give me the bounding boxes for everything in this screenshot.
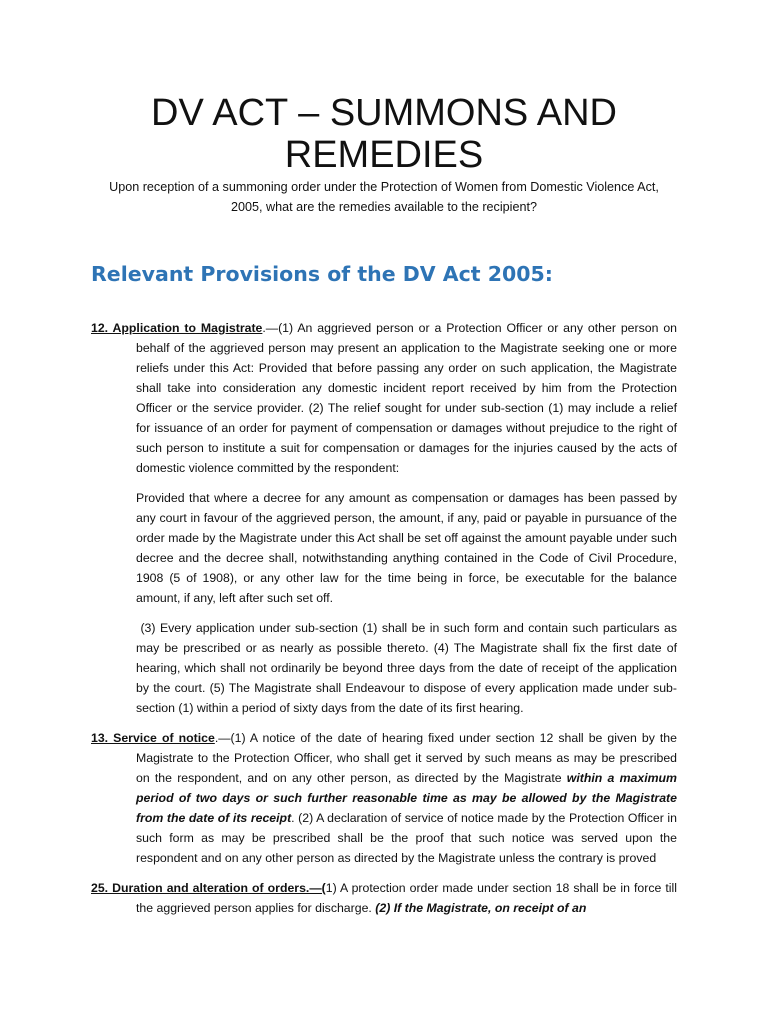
title-line-2: REMEDIES [284,134,484,176]
section-12-heading: 12. Application to Magistrate [91,321,263,335]
section-25-text-a: 1) A protection order made under section 18 shall be in force till the aggrieved person applies for discharge. [136,881,678,915]
section-13-emphasis: within a maximum period of two days or such further reasonable time as may be allowed by the Magistrate from the date of its receipt [136,771,677,825]
section-25-heading: 25. Duration and alteration of orders.—( [91,881,326,895]
section-13-text-a: .—(1) A notice of the date of hearing fixed under section 12 shall be given by the Magistrate to the Protection Officer, who shall get it served by such means as may be prescribed on the respondent, and on any other person, as directed by the Magistrate [136,731,677,785]
section-12 [91,318,677,718]
section-25-paragraph [91,878,677,918]
section-heading: Relevant Provisions of the DV Act 2005: [91,262,554,286]
section-12-paragraph-1 [91,318,677,478]
section-12-paragraph-2: Provided that where a decree for any amount as compensation or damages has been passed by any court in favour of the aggrieved person, the amount, if any, paid or payable in pursuance of the order made by the Magistrate under this Act shall be set off against the amount payable under such decree and the decree shall, notwithstanding anything contained in the Code of Civil Procedure, 1908 (5 of 1908), or any other law for the time being in force, be executable for the balance amount, if any, left after such set off. [136,491,677,605]
section-13 [91,728,677,868]
document-subtitle: Upon reception of a summoning order under the Protection of Women from Domestic Violence Act, 2005, what are the remedies available to the recipient? [109,180,659,214]
section-25-emphasis: (2) If the Magistrate, on receipt of an [375,901,587,915]
title-line-1: DV ACT – SUMMONS AND [151,92,617,134]
section-13-heading: 13. Service of notice [91,731,215,745]
document-title [0,92,768,176]
section-25 [91,878,677,918]
section-12-text-1: .—(1) An aggrieved person or a Protection Officer or any other person on behalf of the aggrieved person may present an application to the Magistrate seeking one or more reliefs under this Act: Provided that before passing any order on such application, the Magistrate shall take into consideration any domestic incident report received by him from the Protection Officer or the service provider. (2) The relief sought for under sub-section (1) may include a relief for issuance of an order for payment of compensation or damages without prejudice to the right of such person to institute a suit for compensation or damages for the injuries caused by the acts of domestic violence committed by the respondent: [136,321,677,475]
section-13-paragraph [91,728,677,868]
section-12-paragraph-3: (3) Every application under sub-section (1) shall be in such form and contain such particulars as may be prescribed or as nearly as possible thereto. (4) The Magistrate shall fix the first date of hearing, which shall not ordinarily be beyond three days from the date of receipt of the application by the court. (5) The Magistrate shall Endeavour to dispose of every application made under sub-section (1) within a period of sixty days from the date of its first hearing. [136,621,677,715]
section-13-text-b: . (2) A declaration of service of notice made by the Protection Officer in such form as may be prescribed shall be the proof that such notice was served upon the respondent and on any other person as directed by the Magistrate unless the contrary is proved [136,811,678,865]
